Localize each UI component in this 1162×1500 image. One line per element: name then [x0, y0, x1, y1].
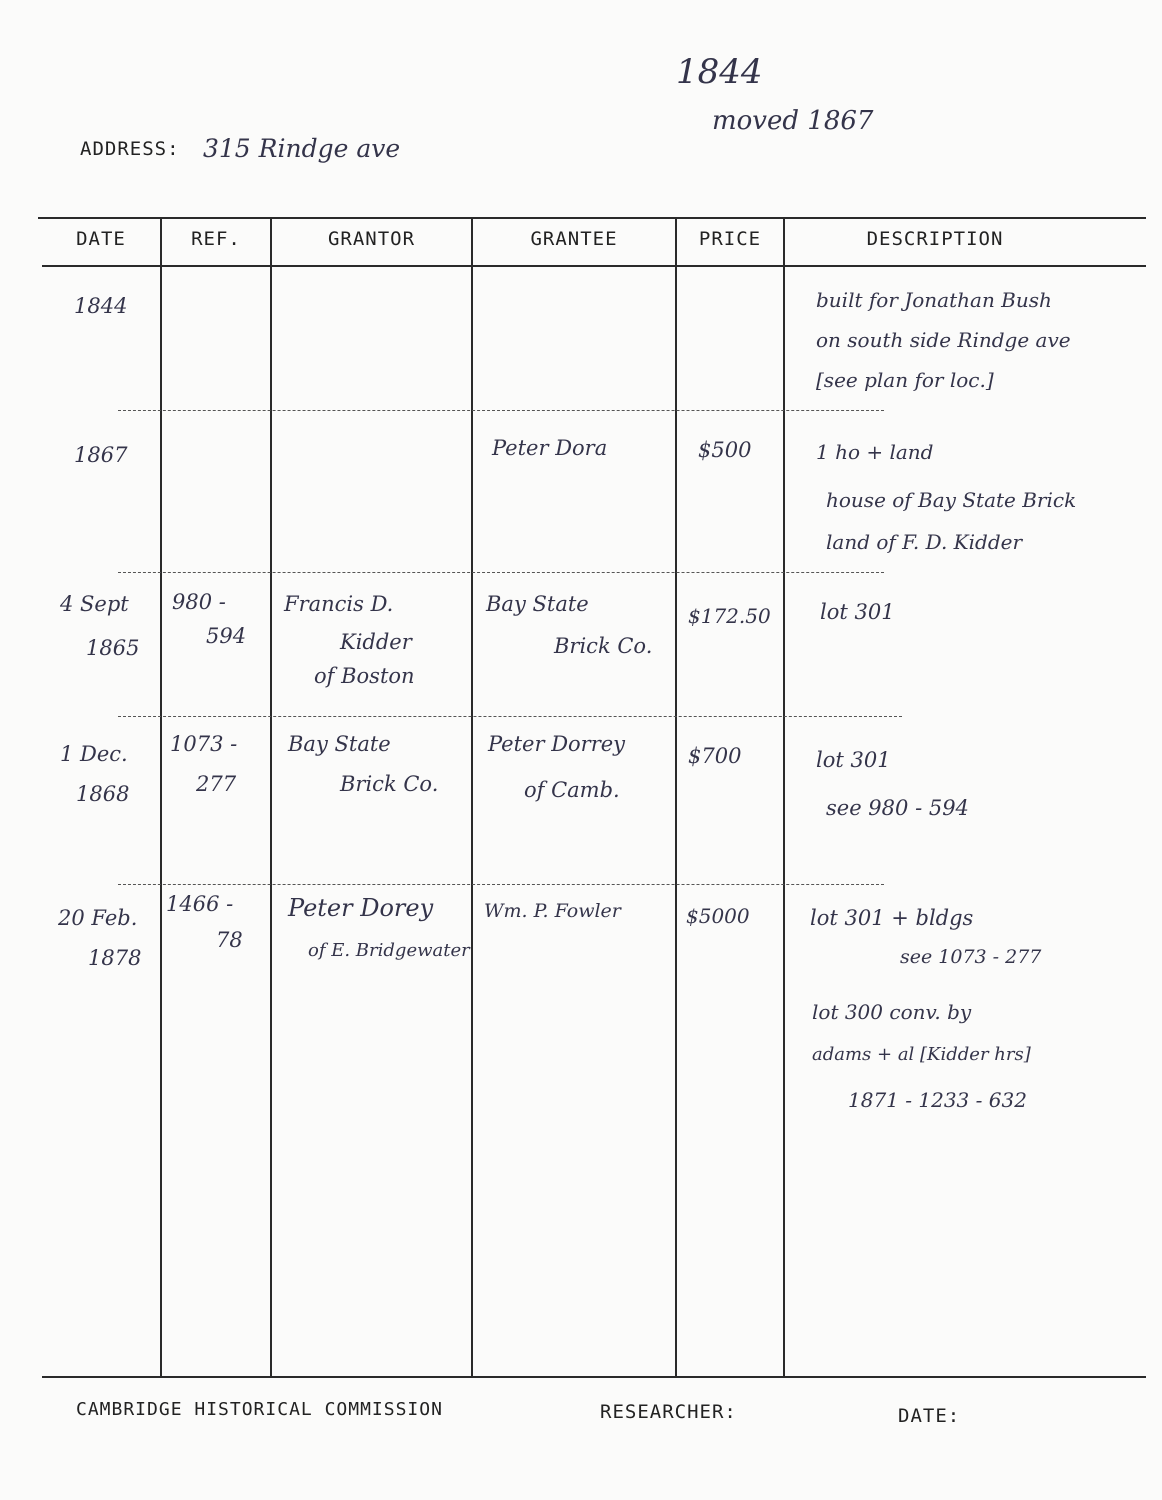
row-description: on south side Rindge ave — [816, 328, 1071, 352]
row-price: $500 — [698, 438, 752, 462]
row-ref: 277 — [196, 772, 237, 796]
row-separator — [118, 884, 884, 885]
year-annotation: 1844 — [676, 52, 763, 92]
column-divider — [783, 217, 785, 1377]
row-grantor: Bay State — [288, 732, 391, 756]
row-grantee: Peter Dorrey — [488, 732, 626, 756]
table-top-rule — [38, 217, 1146, 219]
column-header-date: DATE — [76, 228, 126, 250]
row-separator — [118, 410, 884, 411]
row-date: 1868 — [76, 782, 130, 806]
row-ref: 78 — [216, 928, 243, 952]
row-grantee: Bay State — [486, 592, 589, 616]
row-separator — [118, 572, 884, 573]
row-grantor: Brick Co. — [340, 772, 439, 796]
row-separator — [118, 716, 902, 717]
column-header-price: PRICE — [698, 228, 762, 250]
row-description: lot 300 conv. by — [812, 1000, 972, 1024]
column-header-grantee: GRANTEE — [530, 228, 618, 250]
row-description: see 980 - 594 — [826, 796, 969, 820]
row-date: 1 Dec. — [60, 742, 128, 766]
row-ref: 1466 - — [166, 892, 234, 916]
row-grantee: of Camb. — [524, 778, 620, 802]
column-divider — [160, 217, 162, 1377]
footer-date-label: DATE: — [898, 1405, 961, 1427]
row-description: built for Jonathan Bush — [816, 288, 1052, 312]
row-ref: 980 - — [172, 590, 226, 614]
row-description: lot 301 + bldgs — [810, 906, 974, 930]
table-bottom-rule — [42, 1376, 1146, 1378]
row-date: 4 Sept — [60, 592, 129, 616]
column-header-grantor: GRANTOR — [327, 228, 416, 250]
column-header-description: DESCRIPTION — [866, 228, 1004, 250]
row-grantor: Peter Dorey — [288, 894, 434, 922]
row-date: 1878 — [88, 946, 142, 970]
row-grantor: Kidder — [340, 630, 412, 654]
column-divider — [675, 217, 677, 1377]
row-description: adams + al [Kidder hrs] — [812, 1044, 1031, 1065]
row-grantor: Francis D. — [284, 592, 394, 616]
row-grantor: of E. Bridgewater — [308, 940, 470, 961]
address-value: 315 Rindge ave — [203, 134, 401, 163]
row-grantee: Wm. P. Fowler — [484, 900, 621, 922]
row-ref: 594 — [206, 624, 247, 648]
footer-researcher-label: RESEARCHER: — [600, 1401, 737, 1423]
row-description: lot 301 — [816, 748, 891, 772]
column-divider — [471, 217, 473, 1377]
row-description: house of Bay State Brick — [826, 488, 1077, 512]
row-description: lot 301 — [820, 600, 895, 624]
row-description: [see plan for loc.] — [816, 368, 994, 392]
row-price: $700 — [688, 744, 742, 768]
row-price: $5000 — [686, 904, 750, 928]
moved-annotation: moved 1867 — [712, 106, 874, 136]
row-description: 1 ho + land — [816, 440, 934, 464]
row-date: 1844 — [74, 294, 128, 318]
column-divider — [270, 217, 272, 1377]
row-ref: 1073 - — [170, 732, 238, 756]
row-description: land of F. D. Kidder — [826, 530, 1023, 554]
row-description: 1871 - 1233 - 632 — [848, 1088, 1027, 1112]
column-header-ref: REF. — [191, 228, 241, 250]
row-grantor: of Boston — [314, 664, 415, 688]
footer-organization: CAMBRIDGE HISTORICAL COMMISSION — [76, 1399, 443, 1420]
row-grantee: Brick Co. — [554, 634, 653, 658]
row-date: 1867 — [74, 443, 128, 467]
address-label: ADDRESS: — [80, 138, 180, 160]
row-description: see 1073 - 277 — [900, 946, 1042, 968]
row-date: 20 Feb. — [58, 906, 138, 930]
row-date: 1865 — [86, 636, 140, 660]
row-price: $172.50 — [688, 604, 771, 628]
row-grantee: Peter Dora — [492, 436, 608, 460]
table-header-rule — [42, 265, 1146, 267]
